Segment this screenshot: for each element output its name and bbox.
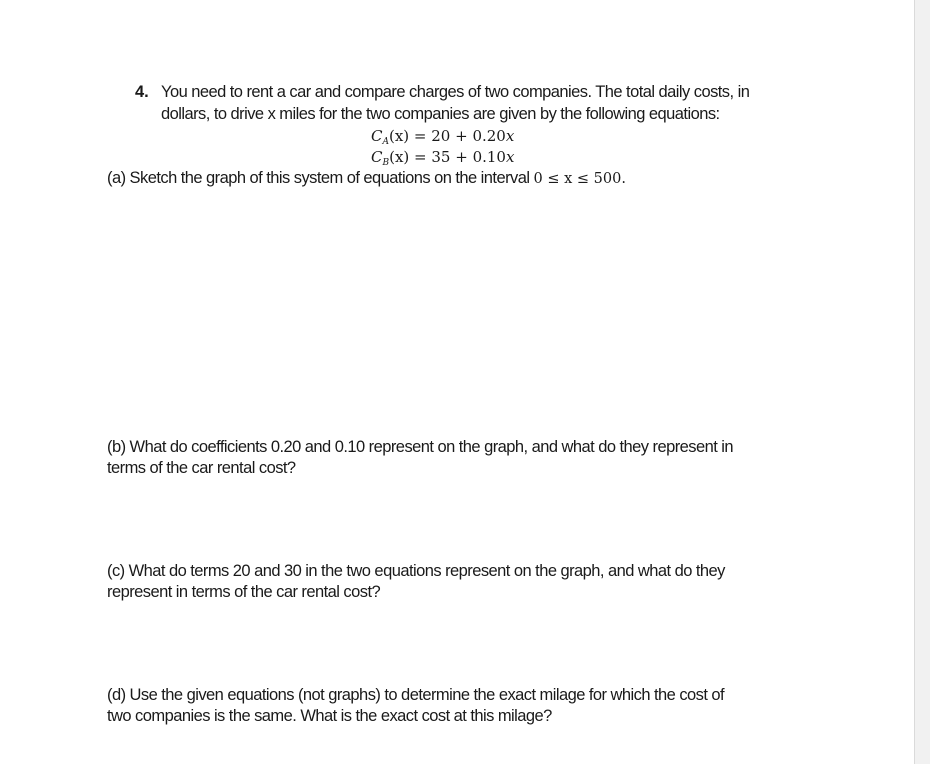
question-intro-line-2: dollars, to drive x miles for the two companies are given by the following equations: bbox=[161, 105, 720, 123]
equation-a: $C_A(x) = 20 + 0.20x$ bbox=[371, 127, 515, 147]
vertical-scrollbar[interactable] bbox=[914, 0, 930, 764]
part-b-line-1: (b) What do coefficients 0.20 and 0.10 represent on the graph, and what do they represent in bbox=[107, 438, 734, 456]
equation-b: $C_B(x) = 35 + 0.10x$ bbox=[371, 148, 515, 168]
part-a-text: (a) Sketch the graph of this system of equations on the interval bbox=[107, 169, 530, 187]
part-b-line-2: terms of the car rental cost? bbox=[107, 459, 296, 477]
part-c-line-1: (c) What do terms 20 and 30 in the two equations represent on the graph, and what do they bbox=[107, 562, 725, 580]
question-number: 4. bbox=[135, 83, 149, 101]
part-a-prompt bbox=[107, 167, 626, 190]
question-intro-line-1: You need to rent a car and compare charges of two companies. The total daily costs, in bbox=[161, 83, 750, 101]
part-d-line-1: (d) Use the given equations (not graphs) to determine the exact milage for which the cost of bbox=[107, 686, 725, 704]
part-a-interval: 0 ≤ x ≤ 500. bbox=[533, 171, 626, 187]
part-d-line-2: two companies is the same. What is the exact cost at this milage? bbox=[107, 707, 552, 725]
part-c-line-2: represent in terms of the car rental cost? bbox=[107, 583, 381, 601]
